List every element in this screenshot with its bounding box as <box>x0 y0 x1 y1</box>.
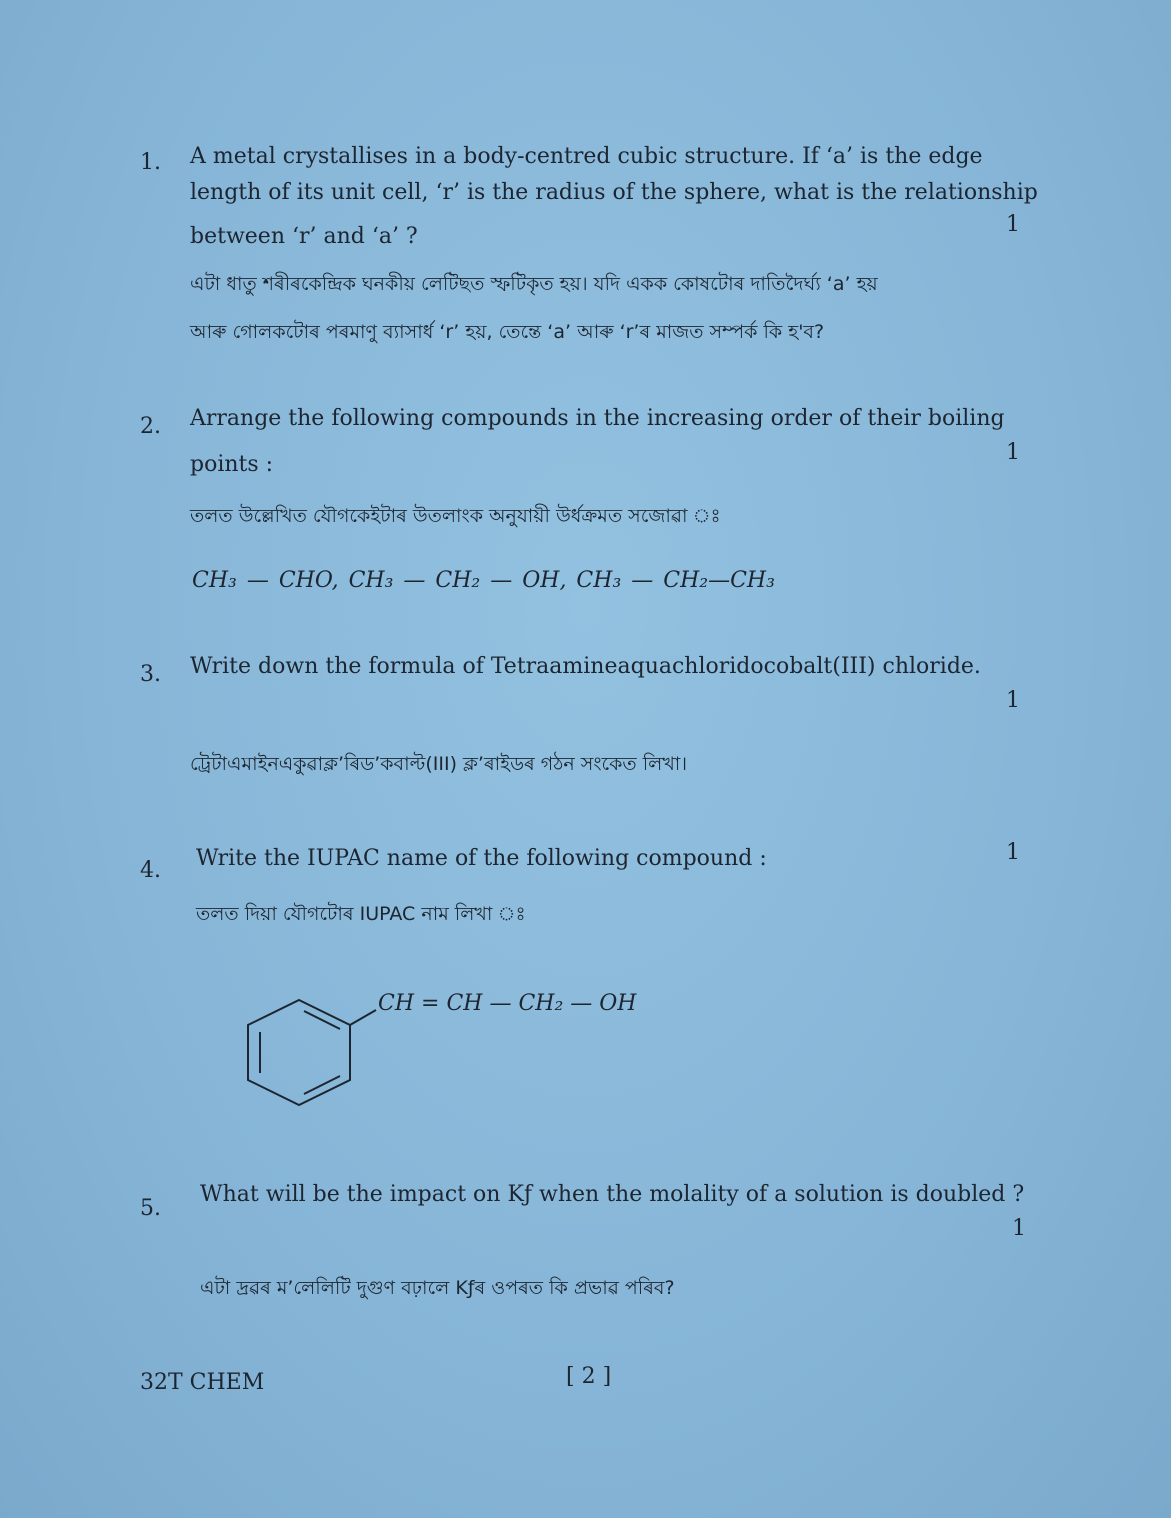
mark-value: 1 <box>1006 840 1020 865</box>
paper-code: 32T CHEM <box>140 1370 265 1395</box>
question-text-assamese: তলত উল্লেখিত যৌগকেইটাৰ উতলাংক অনুযায়ী উৰ্ধক্ৰমত সজোৱা ঃ <box>190 505 721 527</box>
question-text-line: length of its unit cell, ‘r’ is the radius of the sphere, what is the relationship <box>190 180 1038 205</box>
side-chain-formula: CH = CH — CH₂ — OH <box>378 991 637 1016</box>
question-text-line: Arrange the following compounds in the increasing order of their boiling <box>190 406 1005 431</box>
question-text-assamese: আৰু গোলকটোৰ পৰমাণু ব্যাসাৰ্ধ ‘r’ হয়, তেন্তে ‘a’ আৰু ‘r’ৰ মাজত সম্পৰ্ক কি হ'ব? <box>190 321 825 343</box>
benzene-ring <box>248 1000 376 1105</box>
question-text-line: Write the IUPAC name of the following compound : <box>196 846 767 871</box>
question-text-line: Write down the formula of Tetraamineaquachloridocobalt(III) chloride. <box>190 654 981 679</box>
question-number: 5. <box>140 1196 161 1221</box>
question-text-assamese: তলত দিয়া যৌগটোৰ IUPAC নাম লিখা ঃ <box>196 903 526 925</box>
chemical-formula: CH₃ — CHO, CH₃ — CH₂ — OH, CH₃ — CH₂—CH₃ <box>192 568 775 593</box>
mark-value: 1 <box>1006 212 1020 237</box>
side-chain-bond <box>350 1010 376 1025</box>
question-text-assamese: এটা দ্ৰৱৰ ম’লেলিটি দুগুণ বঢ়ালে Kƒৰ ওপৰত কি প্ৰভাৱ পৰিব? <box>200 1277 675 1299</box>
question-text-line: A metal crystallises in a body-centred cubic structure. If ‘a’ is the edge <box>190 144 983 169</box>
question-text-line: between ‘r’ and ‘a’ ? <box>190 224 418 249</box>
page-number: [ 2 ] <box>566 1364 612 1389</box>
question-text-line: points : <box>190 452 274 477</box>
benzene-structure-diagram <box>236 980 696 1110</box>
question-number: 2. <box>140 414 161 439</box>
mark-value: 1 <box>1012 1216 1026 1241</box>
question-number: 1. <box>140 150 161 175</box>
question-number: 3. <box>140 662 161 687</box>
mark-value: 1 <box>1006 688 1020 713</box>
mark-value: 1 <box>1006 440 1020 465</box>
question-text-line: What will be the impact on Kƒ when the molality of a solution is doubled ? <box>200 1182 1025 1207</box>
question-text-assamese: এটা ধাতু শৰীৰকেন্দ্ৰিক ঘনকীয় লেটিছত স্ফটিকৃত হয়। যদি একক কোষটোৰ দাতিদৈৰ্ঘ্য ‘a’ হয় <box>190 273 878 295</box>
question-number: 4. <box>140 858 161 883</box>
question-text-assamese: ট্ৰেটাএমাইনএকুৱাক্ল’ৰিড’কবাল্ট(III) ক্ল’ৰাইডৰ গঠন সংকেত লিখা। <box>190 753 688 775</box>
